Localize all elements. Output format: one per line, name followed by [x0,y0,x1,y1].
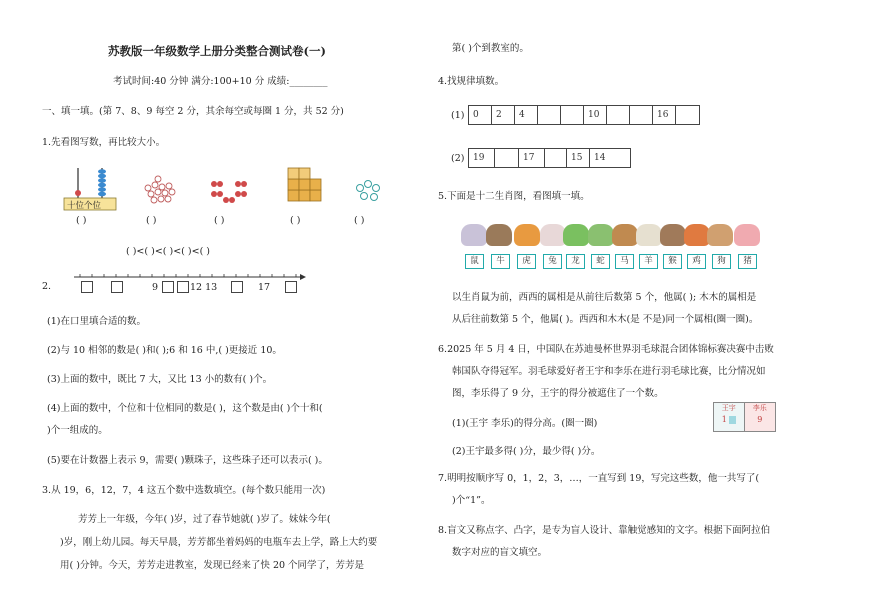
zodiac-snake: 蛇 [591,254,610,269]
number-line-label-9: 9 [152,282,159,293]
q4-row1-cell[interactable] [630,106,653,124]
question-6-line-3: 图，李乐得了 9 分，王宇的得分被遮住了一个数。 [452,388,664,399]
question-6-line-2: 韩国队夺得冠军。羽毛球爱好者王宇和李乐在进行羽毛球比赛，比分情况如 [452,366,766,377]
number-line-label-12-13: 12 13 [190,282,218,293]
number-line-label-17: 17 [258,282,271,293]
q4-row1-cells [468,105,700,125]
q4-row1-cell[interactable] [561,106,584,124]
monkey-icon [660,224,686,246]
q2-item-4: (4)上面的数中，个位和十位相同的数是( )，这个数是由( )个十和( [47,403,323,414]
scoreboard-wangyu [714,403,745,431]
zodiac-dog: 狗 [712,254,731,269]
q1-blank-5[interactable]: ( ) [354,215,365,226]
number-line-box-1[interactable] [81,281,93,293]
number-line-box-3[interactable] [162,281,174,293]
q6-part-2: (2)王宇最多得( )分，最少得( )分。 [452,446,601,457]
scoreboard-val-2: 9 [757,415,763,424]
q5-text-1: 以生肖鼠为前，西西的属相是从前往后数第 5 个，他属( ); 木木的属相是 [452,292,757,303]
cubes-icon [288,168,321,201]
question-3: 3.从 19，6，12，7，4 这五个数中选数填空。(每个数只能用一次) [42,485,326,496]
question-5: 5.下面是十二生肖图，看图填一填。 [438,191,590,202]
q1-compare-line[interactable]: ( )<( )<( )<( )<( ) [126,246,211,257]
q4-row2-cell[interactable]: 15 [567,149,590,167]
zodiac-pig: 猪 [738,254,757,269]
q1-blank-4[interactable]: ( ) [290,215,301,226]
question-4: 4.找规律填数。 [438,76,505,87]
q4-row2-label: (2) [451,153,465,164]
zodiac-rat: 鼠 [465,254,484,269]
dragon-icon [563,224,589,246]
q2-item-4-cont: )个一组成的。 [47,425,108,436]
scoreboard-name-2: 李乐 [752,404,767,412]
dots-cluster-icon [145,176,175,203]
q4-row1-cell[interactable]: 16 [653,106,676,124]
q5-text-2: 从后往前数第 5 个，他属( )。西西和木木(是 不是)同一个属相(圈一圈)。 [452,314,759,325]
dog-icon [707,224,733,246]
q4-row2-cells [468,148,631,168]
q1-blank-3[interactable]: ( ) [214,215,225,226]
question-1: 1.先看图写数，再比较大小。 [42,137,166,148]
scoreboard-val-1 [714,414,744,426]
q4-row1-cell[interactable] [538,106,561,124]
question-7-line-2: )个“1”。 [452,495,491,506]
q4-row1-cell[interactable]: 2 [492,106,515,124]
q4-row2-cell[interactable] [495,149,519,167]
q2-item-3: (3)上面的数中，既比 7 大，又比 13 小的数有( )个。 [47,374,273,385]
zodiac-dragon: 龙 [566,254,585,269]
scoreboard-lile [745,403,775,431]
question-6-line-1: 6.2025 年 5 月 4 日，中国队在苏迪曼杯世界羽毛球混合团体锦标赛决赛中击败 [438,344,774,355]
zodiac-tiger: 虎 [517,254,536,269]
zodiac-ox: 牛 [491,254,510,269]
q2-item-1: (1)在口里填合适的数。 [47,316,146,327]
number-line-box-6[interactable] [285,281,297,293]
q4-row2-cell[interactable] [545,149,567,167]
q4-row2-cell[interactable]: 14 [594,153,606,163]
q4-row1-cell[interactable]: 0 [469,106,492,124]
q4-row1-cell[interactable]: 10 [584,106,607,124]
q4-row2-cell[interactable]: 17 [519,149,545,167]
number-line-box-5[interactable] [231,281,243,293]
zodiac-monkey: 猴 [663,254,682,269]
q1-blank-2[interactable]: ( ) [146,215,157,226]
question-8-line-2: 数字对应的盲文填空。 [452,547,548,558]
ox-icon [486,224,512,246]
q4-row1-cell[interactable] [676,106,699,124]
section-1-heading: 一、填一填。(第 7、8、9 每空 2 分，其余每空或每圈 1 分，共 52 分) [42,106,344,117]
rat-icon [461,224,487,246]
snake-icon [588,224,614,246]
horse-icon [612,224,638,246]
q4-row1-cell[interactable]: 4 [515,106,538,124]
zodiac-horse: 马 [615,254,634,269]
covered-digit [729,416,736,424]
zodiac-goat: 羊 [639,254,658,269]
q3-story-3: 用( )分钟。今天，芳芳走进教室，发现已经来了快 20 个同学了，芳芳是 [60,560,365,571]
exam-info: 考试时间:40 分钟 满分:100+10 分 成绩:________ [113,76,328,87]
q3-story-1: 芳芳上一年级，今年( )岁，过了春节她就( )岁了。妹妹今年( [78,514,331,525]
goat-icon [636,224,662,246]
scoreboard-name-1: 王宇 [721,404,736,412]
q1-pictures [62,162,402,217]
pig-icon [734,224,760,246]
question-7-line-1: 7.明明按顺序写 0，1，2，3，…，一直写到 19，写完这些数，他一共写了( [438,473,760,484]
page-title: 苏教版一年级数学上册分类整合测试卷(一) [108,44,326,58]
zodiac-rabbit: 兔 [543,254,562,269]
q4-row2-cell[interactable]: 19 [469,149,495,167]
q3-story-2: )岁，刚上幼儿园。每天早晨，芳芳都坐着妈妈的电瓶车去上学，路上大约要 [60,537,378,548]
number-line-box-4[interactable] [177,281,189,293]
tiger-icon [514,224,540,246]
number-line-box-2[interactable] [111,281,123,293]
flowers-icon [211,181,247,203]
scoreboard [713,402,776,432]
question-2-number: 2. [42,281,52,292]
question-8-line-1: 8.盲文又称点字、凸字，是专为盲人设计、靠触觉感知的文字。根据下面阿拉伯 [438,525,771,536]
zodiac-rooster: 鸡 [687,254,706,269]
q6-part-1: (1)(王宇 李乐)的得分高。(圈一圈) [452,418,598,429]
q4-row1-cell[interactable] [607,106,630,124]
q4-row1-label: (1) [451,110,465,121]
q2-item-2: (2)与 10 相邻的数是( )和( );6 和 16 中,( )更接近 10。 [47,345,282,356]
q1-blank-1[interactable]: ( ) [76,215,87,226]
rings-icon [357,181,380,201]
q2-item-5: (5)要在计数器上表示 9，需要( )颗珠子，这些珠子还可以表示( )。 [47,455,328,466]
scoreboard-val-1-digit: 1 [721,415,727,424]
abacus-label: 十位个位 [67,201,102,211]
q3-continuation: 第( )个到教室的。 [452,43,529,54]
